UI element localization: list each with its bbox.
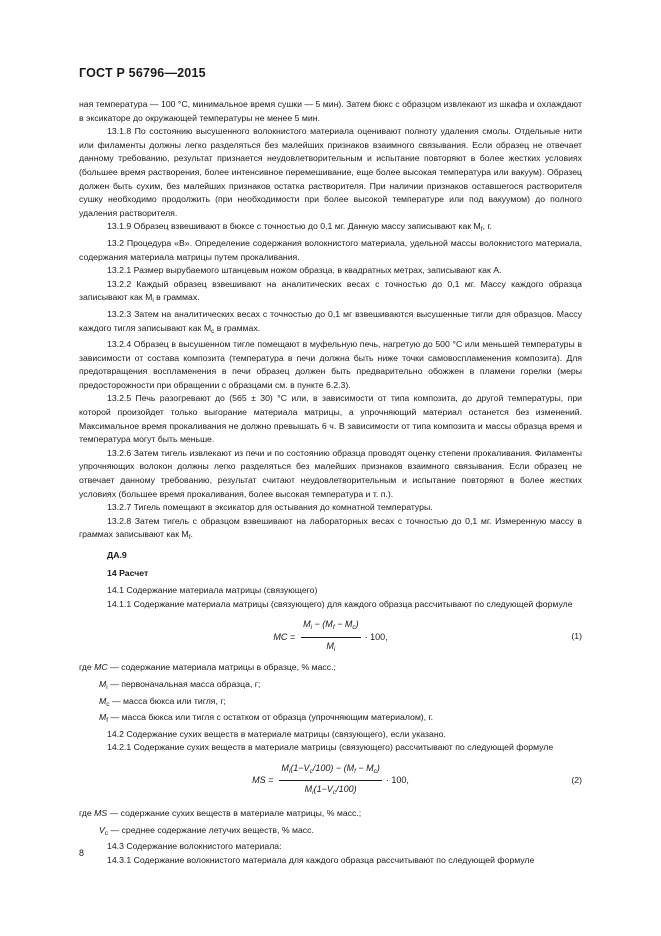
definition-mc: где MC — содержание материала матрицы в образце, % масс.; bbox=[79, 662, 336, 673]
paragraph-13-1-9 bbox=[79, 220, 582, 237]
subscript: f bbox=[480, 226, 483, 234]
paragraph-13-2-2-tail: в граммах. bbox=[153, 292, 200, 303]
paragraph-14-2-1: 14.2.1 Содержание сухих веществ в материале матрицы (связующего) рассчитывают по следующей формуле bbox=[107, 742, 554, 753]
paragraph-13-2-5: 13.2.5 Печь разогревают до (565 ± 30) °С или, в зависимости от типа композита, до другой температуры, при которой произойдет только выгорание материала матрицы, а упрочняющий материал останется без изменений. Максимальное время прокаливания не должно превышать 6 ч. В зависимости от типа композита и массы образца время и температура могут быть меньше. bbox=[79, 393, 582, 445]
formula-2-denominator: $M_i(1-V_c/100)$ bbox=[304, 784, 357, 797]
paragraph-13-1-9-tail: , г. bbox=[482, 221, 492, 232]
page-number: 8 bbox=[79, 848, 85, 858]
definition-ms: где MS — содержание сухих веществ в материале матрицы, % масс.; bbox=[79, 807, 362, 818]
subscript: i bbox=[152, 297, 154, 305]
formula-1-numerator: $M_i - (M_f - M_c)$ bbox=[301, 618, 361, 638]
definition-mi: $M_i$ — первоначальная масса образца, г; bbox=[99, 678, 261, 691]
paragraph-13-2-1: 13.2.1 Размер вырубаемого штанцевым ножом образца, в квадратных метрах, записывают как A. bbox=[107, 265, 502, 276]
paragraph-14-3: 14.3 Содержание волокнистого материала: bbox=[107, 841, 282, 852]
paragraph-13-2-2-text: 13.2.2 Каждый образец взвешивают на аналитических весах с точностью до 0,1 мг. Массу каждого образца записывают как M bbox=[79, 278, 582, 303]
paragraph-13-1-8: 13.1.8 По состоянию высушенного волокнистого материала оценивают полноту удаления смолы. Отдельные нити или филаменты должны легко разделяться без малейших признаков взаимного связывания. Если образец не отвечает данному требованию, результат признается неудовлетворительным и испытание повторяют в более жестких условиях (большее время растворения, более интенсивное перемешивание, еще более высокая температура или вакуум). Образец должен быть сухим, без малейших признаков остатка растворителя. При наличии признаков оставшегося растворителя сушку необходимо продолжить (при необходимости при более высокой температуре или под вакуумом) до полного удаления растворителя. bbox=[79, 126, 582, 218]
formula-2-number: (2) bbox=[571, 775, 582, 786]
paragraph-14-2: 14.2 Содержание сухих веществ в материале матрицы (связующего), если указано. bbox=[107, 728, 446, 739]
document-header: ГОСТ Р 56796—2015 bbox=[79, 66, 206, 80]
paragraph-14-1-1: 14.1.1 Содержание материала матрицы (связующего) для каждого образца рассчитывают по следующей формуле bbox=[107, 598, 573, 609]
subscript: c bbox=[211, 327, 215, 335]
formula-1-number: (1) bbox=[571, 631, 582, 642]
formula-1 bbox=[79, 617, 582, 657]
formula-1-tail: · 100, bbox=[364, 631, 388, 642]
definitions-2 bbox=[79, 807, 582, 840]
paragraph-13-2-7: 13.2.7 Тигель помещают в эксикатор для остывания до комнатной температуры. bbox=[107, 502, 433, 513]
paragraph-13-2-6: 13.2.6 Затем тигель извлекают из печи и по состоянию образца проводят оценку степени прокаливания. Филаменты упрочняющих волокон должны легко разделяться без малейших признаков взаимного связывания. Если образец не отвечает данному требованию, результат считают неудовлетворительным и испытание повторяют в более жестких условиях (большее время прокаливания, более высокая температура и т. п.). bbox=[79, 447, 582, 499]
section-heading: 14 Расчет bbox=[107, 567, 149, 578]
formula-2 bbox=[79, 761, 582, 801]
paragraph-continued: ная температура — 100 °С, минимальное время сушки — 5 мин). Затем бюкс с образцом извлекают из шкафа и охлаждают в эксикаторе до окружающей температуры не менее 5 мин. bbox=[79, 99, 582, 123]
subscript: f bbox=[188, 534, 191, 542]
definitions-1 bbox=[79, 661, 582, 727]
formula-2-lhs: MS = bbox=[252, 775, 274, 786]
paragraph-14-3-1: 14.3.1 Содержание волокнистого материала для каждого образца рассчитывают по следующей формуле bbox=[107, 854, 535, 865]
paragraph-13-1-9-text: 13.1.9 Образец взвешивают в бюксе с точностью до 0,1 мг. Данную массу записывают как M bbox=[107, 221, 481, 232]
paragraph-13-2-2 bbox=[79, 278, 582, 308]
paragraph-14-1: 14.1 Содержание материала матрицы (связующего) bbox=[107, 585, 318, 596]
paragraph-13-2-8 bbox=[79, 515, 582, 545]
definition-mf: $M_f$ — масса бюкса или тигля с остатком от образца (упрочняющим материалом), г. bbox=[99, 712, 434, 725]
formula-1-lhs: MC = bbox=[273, 631, 296, 642]
paragraph-13-2-8-text: 13.2.8 Затем тигель с образцом взвешивают на лабораторных весах с точностью до 0,1 мг. Измеренную массу в граммах записывают как M bbox=[79, 515, 582, 540]
formula-2-numerator: $M_i(1-V_c/100) - (M_f - M_c)$ bbox=[279, 762, 382, 782]
paragraph-13-2-4: 13.2.4 Образец в высушенном тигле помещают в муфельную печь, нагретую до 500 °С или меньшей температуры в зависимости от состава композита (температура в печи должна быть ниже точки самовоспламенения композита). Для предотвращения воспламенения в печи образец должен быть предварительно обожжен в пламени горелки (меры предосторожности при обращении с образцами см. в пункте 6.2.3). bbox=[79, 339, 582, 390]
formula-2-fraction bbox=[279, 762, 382, 800]
paragraph-13-2-3-tail: в граммах. bbox=[214, 322, 261, 333]
paragraph-13-2: 13.2 Процедура «В». Определение содержания волокнистого материала, удельной массы волокнистого материала, содержания материала матрицы путем прокаливания. bbox=[79, 237, 582, 262]
definition-vc: $V_c$ — среднее содержание летучих веществ, % масс. bbox=[99, 824, 314, 837]
definition-mc-mass: $M_c$ — масса бюкса или тигля, г; bbox=[99, 695, 226, 708]
paragraph-13-2-3 bbox=[79, 308, 582, 338]
paragraph-13-2-3-text: 13.2.3 Затем на аналитических весах с точностью до 0,1 мг взвешиваются высушенные тигли для образцов. Массу каждого тигля записывают как M bbox=[79, 308, 582, 333]
formula-1-fraction bbox=[301, 618, 361, 656]
formula-1-denominator: $M_i$ bbox=[326, 640, 336, 653]
formula-2-tail: · 100, bbox=[385, 775, 409, 786]
section-label: ДА.9 bbox=[107, 550, 127, 560]
paragraph-13-2-8-tail: . bbox=[190, 529, 193, 540]
document-body bbox=[79, 98, 582, 867]
